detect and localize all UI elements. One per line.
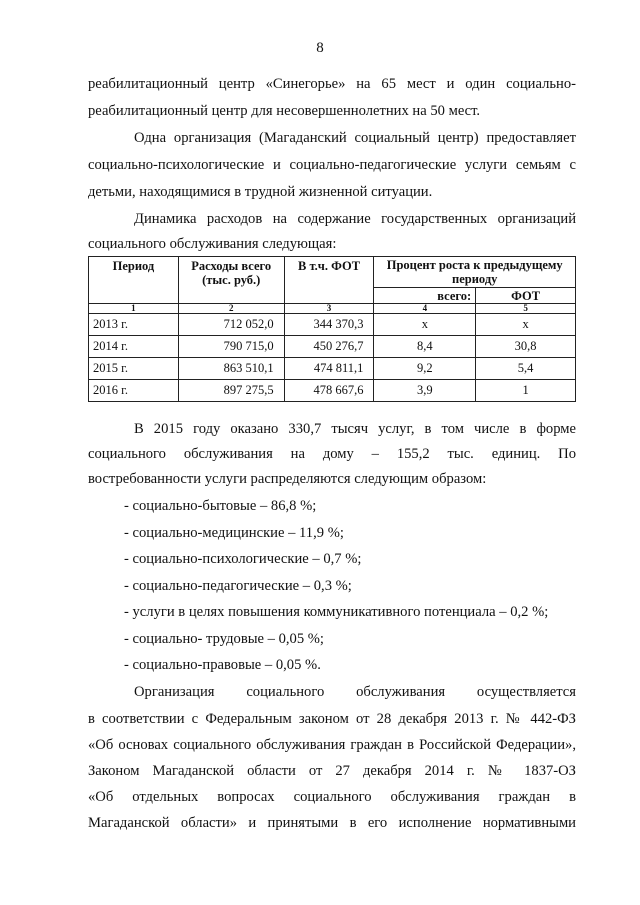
para1-line-1: реабилитационный центр «Синегорье» на 65 мест и один социально- [88, 76, 576, 92]
expenses-table [88, 256, 576, 402]
para4-line-3: востребованности услуги распределяются следующим образом: [88, 471, 487, 487]
para5-line-3: «Об основах социального обслуживания граждан в Российской Федерации», [88, 737, 576, 753]
cell-fot: 344 370,3 [284, 314, 374, 336]
list-item: - социально- трудовые – 0,05 %; [124, 631, 324, 647]
para5-line-2: в соответствии с Федеральным законом от 28 декабря 2013 г. № 442-ФЗ [88, 711, 576, 727]
para5-line-6: Магаданской области» и принятыми в его исполнение нормативными [88, 815, 576, 831]
col-number: 3 [284, 304, 374, 314]
para4-line-2: социального обслуживания на дому – 155,2 тыс. единиц. По [88, 446, 576, 462]
header-fot: В т.ч. ФОТ [284, 257, 374, 304]
cell-expenses: 897 275,5 [178, 380, 284, 402]
header-growth-total: всего: [374, 287, 476, 303]
cell-growth-total: 9,2 [374, 358, 476, 380]
table-header-row [89, 257, 576, 288]
para2-line-1: Одна организация (Магаданский социальный центр) предоставляет [134, 130, 576, 146]
para5-line-1: Организация социального обслуживания осуществляется [134, 684, 576, 700]
table-row [89, 336, 576, 358]
para2-line-2: социально-психологические и социально-педагогические услуги семьям с [88, 157, 576, 173]
cell-period: 2015 г. [89, 358, 179, 380]
col-number: 5 [476, 304, 576, 314]
cell-period: 2013 г. [89, 314, 179, 336]
cell-growth-total: 3,9 [374, 380, 476, 402]
cell-expenses: 863 510,1 [178, 358, 284, 380]
header-expenses: Расходы всего (тыс. руб.) [178, 257, 284, 304]
cell-growth-total: 8,4 [374, 336, 476, 358]
list-item: - социально-медицинские – 11,9 %; [124, 525, 344, 541]
para2-line-3: детьми, находящимися в трудной жизненной ситуации. [88, 184, 433, 200]
header-period: Период [89, 257, 179, 304]
header-growth-fot: ФОТ [476, 287, 576, 303]
para5-line-5: «Об отдельных вопросах социального обслуживания граждан в [88, 789, 576, 805]
cell-expenses: 790 715,0 [178, 336, 284, 358]
para5-line-4: Законом Магаданской области от 27 декабря 2014 г. № 1837-ОЗ [88, 763, 576, 779]
list-item: - социально-психологические – 0,7 %; [124, 551, 362, 567]
cell-growth-fot: х [476, 314, 576, 336]
cell-period: 2014 г. [89, 336, 179, 358]
cell-fot: 478 667,6 [284, 380, 374, 402]
header-growth: Процент роста к предыдущему периоду [374, 257, 576, 288]
table-row [89, 358, 576, 380]
table-row [89, 380, 576, 402]
list-item: - социально-правовые – 0,05 %. [124, 657, 321, 673]
col-number: 1 [89, 304, 179, 314]
column-number-row [89, 304, 576, 314]
cell-period: 2016 г. [89, 380, 179, 402]
page-number: 8 [316, 40, 324, 56]
cell-growth-fot: 1 [476, 380, 576, 402]
para4-line-1: В 2015 году оказано 330,7 тысяч услуг, в том числе в форме [134, 421, 576, 437]
cell-fot: 450 276,7 [284, 336, 374, 358]
para1-line-2: реабилитационный центр для несовершеннолетних на 50 мест. [88, 103, 481, 119]
list-item: - социально-бытовые – 86,8 %; [124, 498, 317, 514]
col-number: 4 [374, 304, 476, 314]
cell-growth-total: х [374, 314, 476, 336]
table-row [89, 314, 576, 336]
cell-expenses: 712 052,0 [178, 314, 284, 336]
list-item: - социально-педагогические – 0,3 %; [124, 578, 352, 594]
cell-fot: 474 811,1 [284, 358, 374, 380]
para3-line-1: Динамика расходов на содержание государственных организаций [134, 211, 576, 227]
col-number: 2 [178, 304, 284, 314]
para3-line-2: социального обслуживания следующая: [88, 236, 337, 252]
cell-growth-fot: 5,4 [476, 358, 576, 380]
cell-growth-fot: 30,8 [476, 336, 576, 358]
list-item: - услуги в целях повышения коммуникативного потенциала – 0,2 %; [124, 604, 549, 620]
